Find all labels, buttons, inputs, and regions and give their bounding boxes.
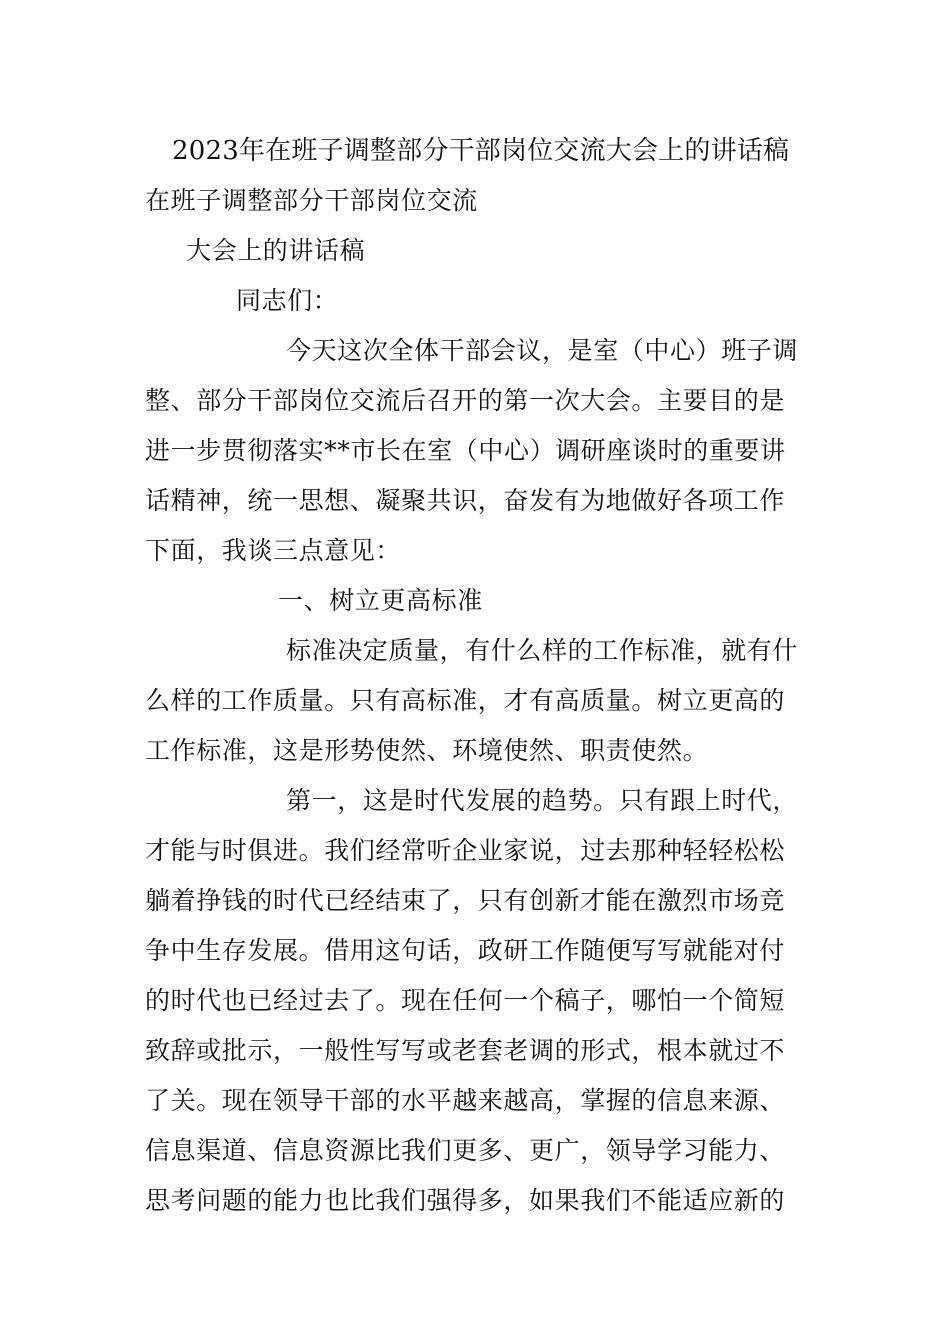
section-heading: 一、树立更高标准 — [278, 586, 483, 615]
salutation: 同志们： — [236, 286, 339, 315]
body-line: 么样的工作质量。只有高标准，才有高质量。树立更高的 — [145, 686, 786, 715]
body-line: 下面，我谈三点意见： — [145, 536, 402, 565]
body-line: 了关。现在领导干部的水平越来越高，掌握的信息来源、 — [145, 1086, 786, 1115]
body-line: 的时代也已经过去了。现在任何一个稿子，哪怕一个简短 — [145, 986, 786, 1015]
body-line: 第一，这是时代发展的趋势。只有跟上时代， — [286, 786, 799, 815]
body-line: 躺着挣钱的时代已经结束了，只有创新才能在激烈市场竞 — [145, 886, 786, 915]
body-line: 争中生存发展。借用这句话，政研工作随便写写就能对付 — [145, 936, 786, 965]
body-line: 才能与时俱进。我们经常听企业家说，过去那种轻轻松松 — [145, 836, 786, 865]
body-line: 信息渠道、信息资源比我们更多、更广，领导学习能力、 — [145, 1136, 786, 1165]
body-line: 今天这次全体干部会议，是室（中心）班子调 — [286, 336, 799, 365]
subtitle-line-2: 大会上的讲话稿 — [186, 236, 366, 265]
body-line: 致辞或批示，一般性写写或老套老调的形式，根本就过不 — [145, 1036, 786, 1065]
body-line: 整、部分干部岗位交流后召开的第一次大会。主要目的是 — [145, 386, 786, 415]
document-title: 2023年在班子调整部分干部岗位交流大会上的讲话稿 — [172, 136, 790, 166]
body-line: 思考问题的能力也比我们强得多，如果我们不能适应新的 — [145, 1186, 786, 1215]
body-line: 话精神，统一思想、凝聚共识，奋发有为地做好各项工作 — [145, 486, 786, 515]
body-line: 标准决定质量，有什么样的工作标准，就有什 — [286, 636, 799, 665]
body-line: 进一步贯彻落实**市长在室（中心）调研座谈时的重要讲 — [145, 436, 786, 465]
body-line: 工作标准，这是形势使然、环境使然、职责使然。 — [145, 736, 709, 765]
subtitle-line-1: 在班子调整部分干部岗位交流 — [145, 186, 478, 215]
